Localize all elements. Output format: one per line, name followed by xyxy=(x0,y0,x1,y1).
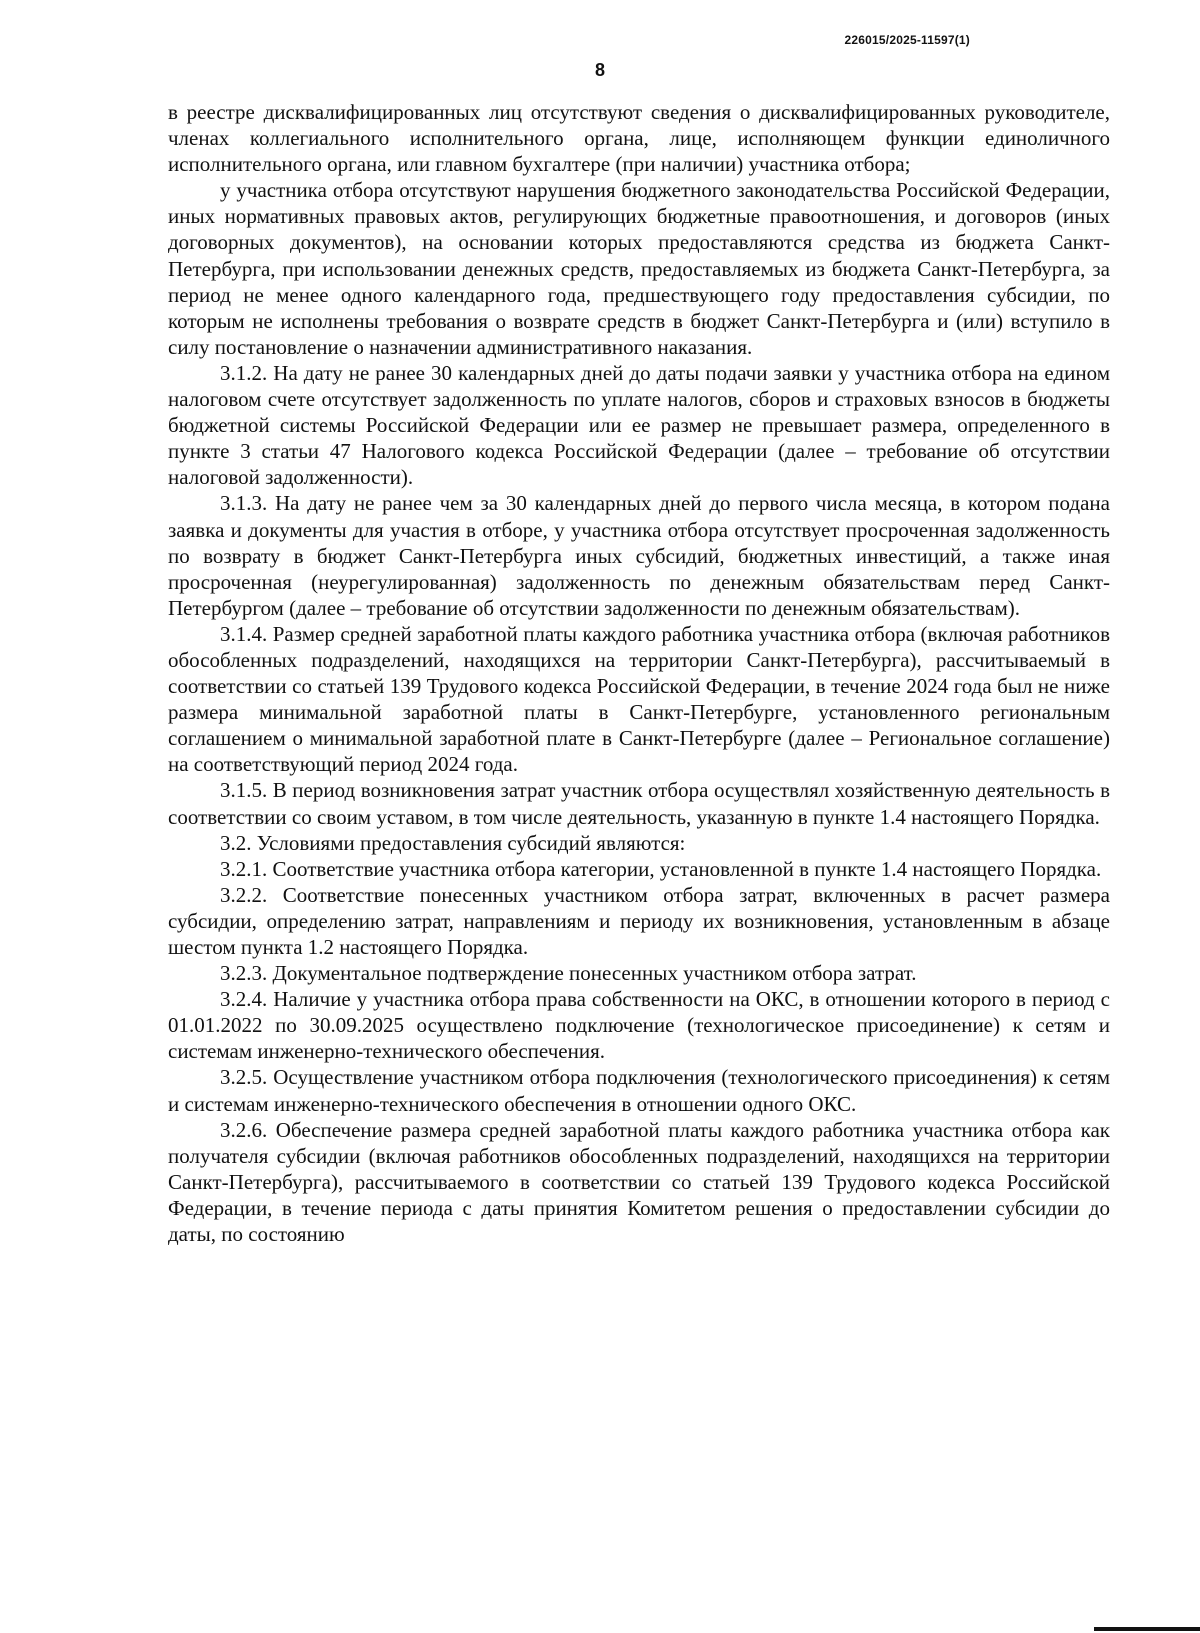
paragraph-disqualified-registry: в реестре дисквалифицированных лиц отсутствуют сведения о дисквалифицированных руководителе, членах коллегиального исполнительного органа, лице, исполняющем функции единоличного исполнительного органа, или главном бухгалтере (при наличии) участника отбора; xyxy=(168,100,1110,177)
paragraph-3-2-1: 3.2.1. Соответствие участника отбора категории, установленной в пункте 1.4 настоящего Порядка. xyxy=(220,856,1102,881)
paragraph-3-2: 3.2. Условиями предоставления субсидий являются: xyxy=(220,830,686,855)
paragraph-3-2-5: 3.2.5. Осуществление участником отбора подключения (технологического присоединения) к сетям и системам инженерно-технического обеспечения в отношении одного ОКС. xyxy=(168,1065,1110,1116)
page-number: 8 xyxy=(594,60,605,80)
document-registration-number: 226015/2025-11597(1) xyxy=(844,33,970,47)
paragraph-budget-violations: у участника отбора отсутствуют нарушения бюджетного законодательства Российской Федерации, иных нормативных правовых актов, регулирующих бюджетные правоотношения, и договоров (иных договорных документов), на основании которых предоставляются средства из бюджета Санкт-Петербурга, при использовании денежных средств, предоставляемых из бюджета Санкт-Петербурга, за период не менее одного календарного года, предшествующего году предоставления субсидии, по которым не исполнены требования о возврате средств в бюджет Санкт-Петербурга и (или) вступило в силу постановление о назначении административного наказания. xyxy=(168,178,1110,359)
paragraph-3-1-2: 3.1.2. На дату не ранее 30 календарных дней до даты подачи заявки у участника отбора на едином налоговом счете отсутствует задолженность по уплате налогов, сборов и страховых взносов в бюджеты бюджетной системы Российской Федерации или ее размер не превышает размера, определенного в пункте 3 статьи 47 Налогового кодекса Российской Федерации (далее – требование об отсутствии налоговой задолженности). xyxy=(168,360,1110,490)
paragraph-3-2-4: 3.2.4. Наличие у участника отбора права собственности на ОКС, в отношении которого в период с 01.01.2022 по 30.09.2025 осуществлено подключение (технологическое присоединение) к сетям и системам инженерно-технического обеспечения. xyxy=(168,987,1110,1064)
paragraph-3-1-4: 3.1.4. Размер средней заработной платы каждого работника участника отбора (включая работников обособленных подразделений, находящихся на территории Санкт-Петербурга), рассчитываемый в соответствии со статьей 139 Трудового кодекса Российской Федерации, в течение 2024 года был не ниже размера минимальной заработной платы в Санкт-Петербурге, установленного региональным соглашением о минимальной заработной плате в Санкт-Петербурге (далее – Региональное соглашение) на соответствующий период 2024 года. xyxy=(168,621,1110,777)
scan-edge-line xyxy=(1094,1627,1200,1631)
paragraph-3-1-5: 3.1.5. В период возникновения затрат участник отбора осуществлял хозяйственную деятельность в соответствии со своим уставом, в том числе деятельность, указанную в пункте 1.4 настоящего Порядка. xyxy=(168,778,1110,829)
document-body xyxy=(168,99,1110,1247)
paragraph-3-2-6: 3.2.6. Обеспечение размера средней заработной платы каждого работника участника отбора как получателя субсидии (включая работников обособленных подразделений, находящихся на территории Санкт-Петербурга), рассчитываемого в соответствии со статьей 139 Трудового кодекса Российской Федерации, в течение периода с даты принятия Комитетом решения о предоставлении субсидии до даты, по состоянию xyxy=(168,1117,1110,1247)
paragraph-3-1-3: 3.1.3. На дату не ранее чем за 30 календарных дней до первого числа месяца, в котором подана заявка и документы для участия в отборе, у участника отбора отсутствует просроченная задолженность по возврату в бюджет Санкт-Петербурга иных субсидий, бюджетных инвестиций, а также иная просроченная (неурегулированная) задолженность по денежным обязательствам перед Санкт-Петербургом (далее – требование об отсутствии задолженности по денежным обязательствам). xyxy=(168,491,1110,620)
paragraph-3-2-2: 3.2.2. Соответствие понесенных участником отбора затрат, включенных в расчет размера субсидии, определению затрат, направлениям и периоду их возникновения, установленным в абзаце шестом пункта 1.2 настоящего Порядка. xyxy=(168,882,1110,959)
paragraph-3-2-3: 3.2.3. Документальное подтверждение понесенных участником отбора затрат. xyxy=(220,961,917,986)
